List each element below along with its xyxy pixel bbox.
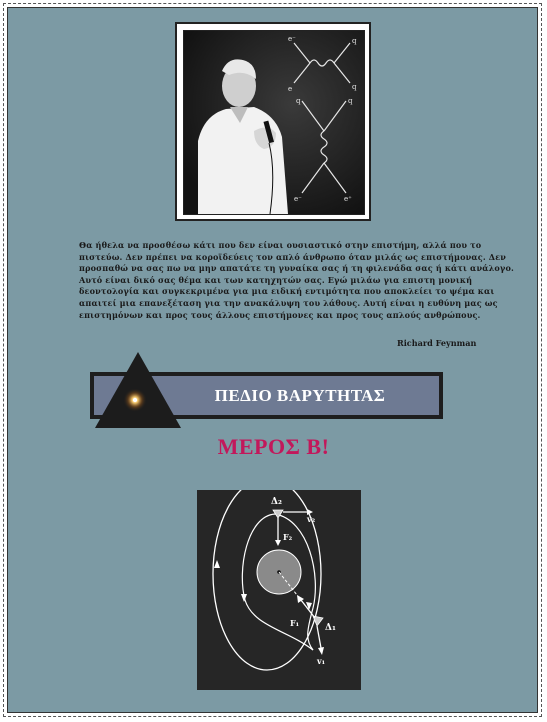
label-v2: v₂: [307, 514, 316, 524]
arrow-head-icon: [318, 647, 324, 655]
svg-text:e⁺: e⁺: [344, 195, 352, 203]
svg-text:q: q: [352, 83, 357, 91]
arrow-head-icon: [275, 540, 281, 546]
quote-author: Richard Feynman: [397, 338, 477, 348]
svg-text:q: q: [352, 37, 357, 45]
orbit-diagram-svg: [197, 490, 361, 690]
svg-text:q: q: [348, 97, 353, 105]
orbit-arrow-icon: [306, 602, 312, 610]
svg-text:e⁻: e⁻: [294, 195, 302, 203]
feynman-photo: [183, 30, 365, 215]
orbit-arrow-icon: [241, 594, 247, 602]
svg-text:e: e: [288, 85, 293, 93]
orbit-diagram: [197, 490, 361, 690]
feynman-photo-frame: [175, 22, 371, 221]
label-f1: F₁: [290, 618, 300, 628]
label-delta2: Δ₂: [271, 497, 282, 507]
orbit-arrow-icon: [214, 560, 220, 568]
feynman-quote: Θα ήθελα να προσθέσω κάτι που δεν είναι ουσιαστικό στην επιστήμη, αλλά που το πιστεύω. Δεν πρέπει να κοροϊδεύεις τον απλό άνθρωπο όταν μιλάς ως επιστήμονας. Δεν προσπαθώ να σας πω να μην απατάτε τη γυναίκα σας ή τη φιλενάδα σας ή κάτι ανάλογο. Αυτό είναι δικό σας θέμα και των κατηχητών σας. Εγώ μιλάω για επιστη μονική δεοντολογία και συγκεκριμένα για μια ειδική εντιμότητα που αποκλείει το ψέμα και απαιτεί μια επανεξέταση για την ανακάλυψη του λάθους. Αυτή είναι η ευθύνη μας ως επιστημόνων και προς τους άλλους επιστήμονες και προς τους απλούς ανθρώπους.: [79, 240, 514, 320]
star-triangle-icon: [95, 352, 181, 428]
label-delta1: Δ₁: [325, 623, 336, 633]
label-f2: F₂: [283, 532, 293, 542]
feynman-photo-illustration: [184, 31, 364, 214]
part-subtitle: ΜΕΡΟΣ Β!: [217, 434, 330, 459]
label-v1: v₁: [317, 656, 326, 666]
banner-title: ΠΕΔΙΟ ΒΑΡΥΤΗΤΑΣ: [214, 386, 386, 405]
svg-text:e⁻: e⁻: [288, 35, 296, 43]
velocity-v1-arrow: [317, 626, 321, 648]
svg-text:q: q: [296, 97, 301, 105]
